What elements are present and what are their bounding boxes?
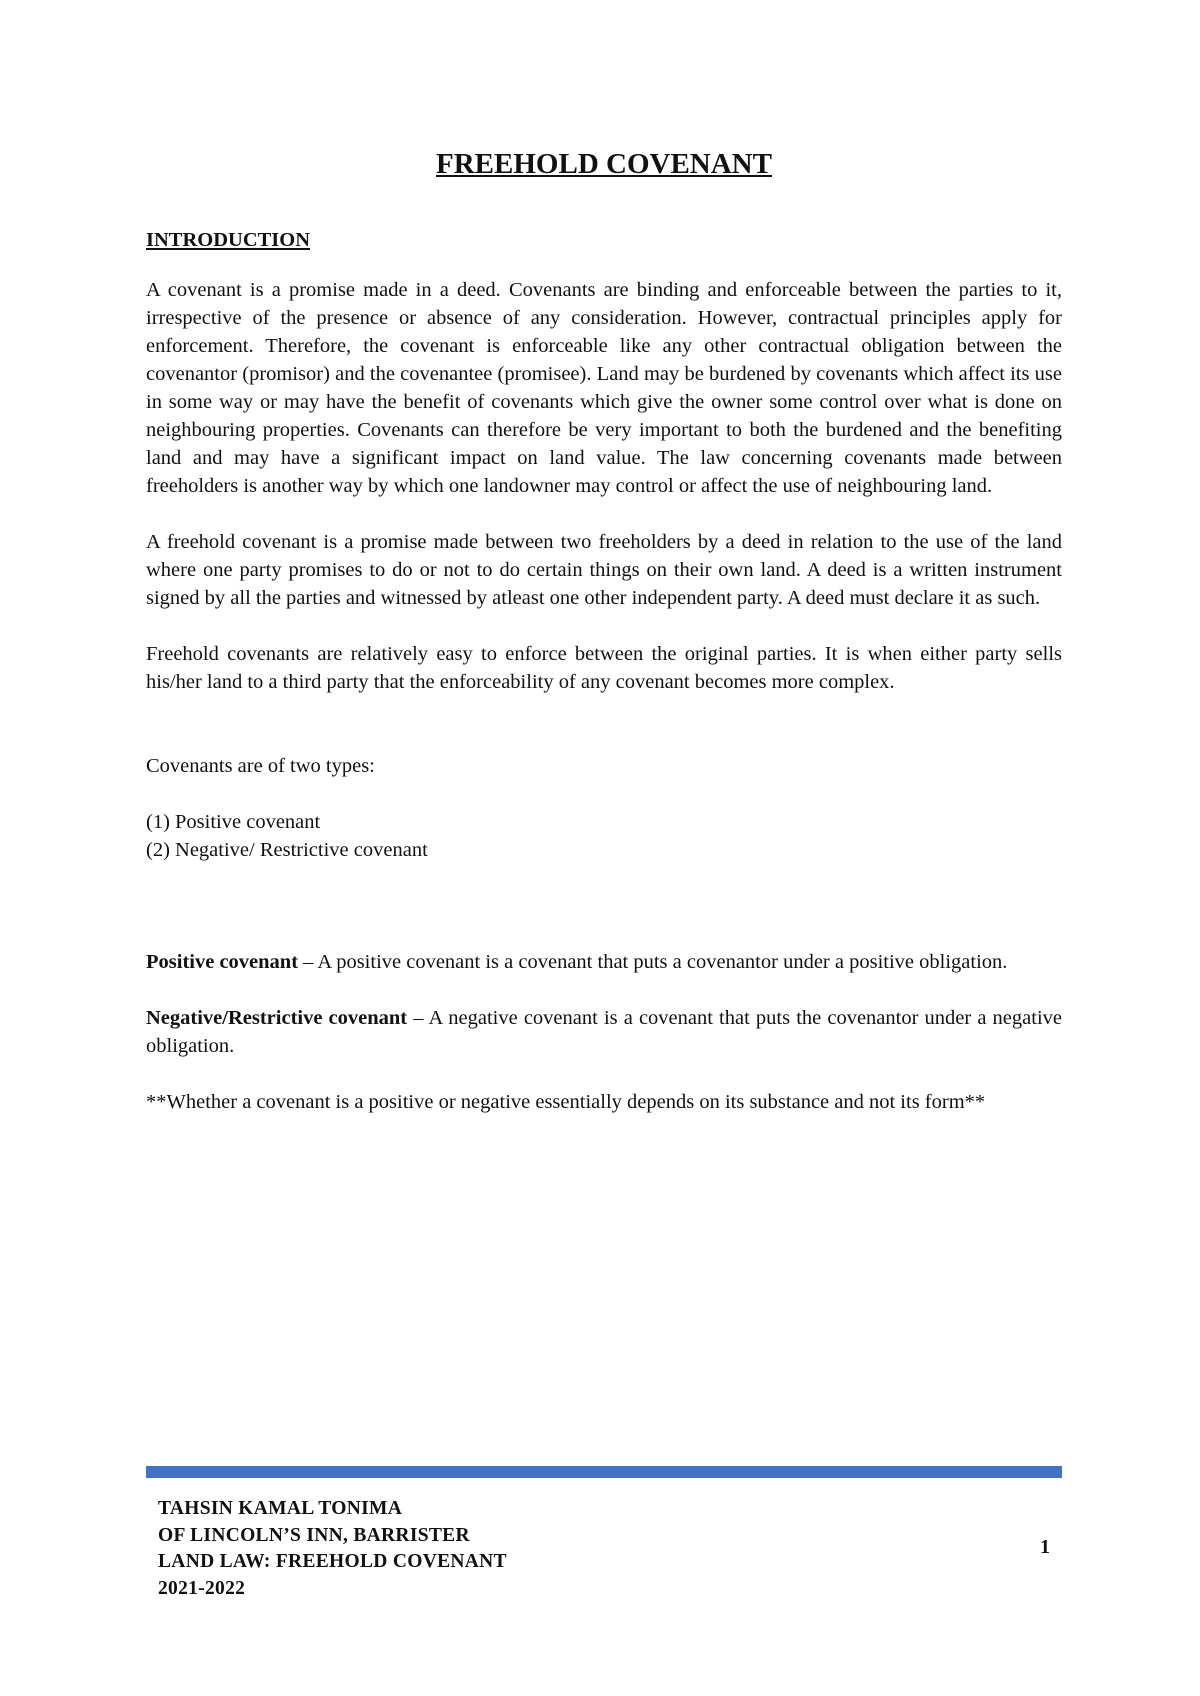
definition-positive-covenant [146,948,1062,976]
definition-text: – A positive covenant is a covenant that puts a covenantor under a positive obligation. [298,951,1008,973]
document-body [146,146,1062,1144]
definition-term: Negative/Restrictive covenant [146,1007,408,1029]
footer-author-block [158,1496,507,1602]
list-item: (2) Negative/ Restrictive covenant [146,839,428,861]
footer-author-name: TAHSIN KAMAL TONIMA [158,1498,403,1519]
paragraph-freehold-covenant: A freehold covenant is a promise made between two freeholders by a deed in relation to the use of the land where one party promises to do or not to do certain things on their own land. A deed is a written instrument signed by all the parties and witnessed by atleast one other independent party. A deed must declare it as such. [146,531,1062,609]
footer-divider [146,1466,1062,1478]
page-number: 1 [1040,1536,1050,1558]
list-item: (1) Positive covenant [146,811,321,833]
definition-text: – A negative covenant is a covenant that puts the covenantor under a negative obligation. [146,1007,1062,1057]
covenant-types-list [146,808,1062,864]
footer-year: 2021-2022 [158,1577,246,1599]
definition-negative-covenant [146,1004,1062,1060]
document-title: FREEHOLD COVENANT [436,148,772,180]
types-intro: Covenants are of two types: [146,755,375,777]
substance-note: **Whether a covenant is a positive or negative essentially depends on its substance and not its form** [146,1091,986,1113]
introduction-heading: INTRODUCTION [146,229,311,251]
footer-document-subject: LAND LAW: FREEHOLD COVENANT [158,1551,507,1572]
paragraph-covenant-definition: A covenant is a promise made in a deed. Covenants are binding and enforceable between the parties to it, irrespective of the presence or absence of any consideration. However, contractual principles apply for enforcement. Therefore, the covenant is enforceable like any other contractual obligation between the covenantor (promisor) and the covenantee (promisee). Land may be burdened by covenants which affect its use in some way or may have the benefit of covenants which give the owner some control over what is done on neighbouring properties. Covenants can therefore be very important to both the burdened and the benefiting land and may have a significant impact on land value. The law concerning covenants made between freeholders is another way by which one landowner may control or affect the use of neighbouring land. [146,279,1062,497]
footer-author-credential: OF LINCOLN’S INN, BARRISTER [158,1524,470,1546]
paragraph-enforceability: Freehold covenants are relatively easy to enforce between the original parties. It is when either party sells his/her land to a third party that the enforceability of any covenant becomes more complex. [146,643,1062,693]
definition-term: Positive covenant [146,951,299,973]
